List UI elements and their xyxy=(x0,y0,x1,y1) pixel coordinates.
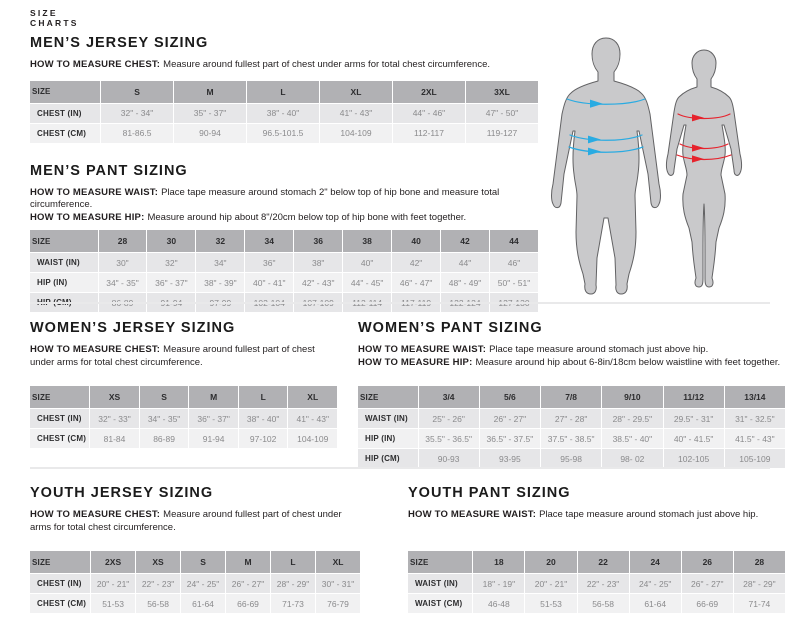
row-label-cell: CHEST (IN) xyxy=(30,103,100,123)
how-to-body: Measure around fullest part of chest under arms for total chest circumference. xyxy=(30,509,342,533)
size-value-cell: 36" xyxy=(244,252,293,272)
size-value-cell: 36.5" - 37.5" xyxy=(479,428,540,448)
size-value-cell: 44" - 45" xyxy=(342,272,391,292)
youth-pant-howto xyxy=(408,509,785,522)
how-to-label: HOW TO MEASURE WAIST: xyxy=(408,509,537,520)
how-to-label: HOW TO MEASURE HIP: xyxy=(358,356,473,368)
size-value-cell: 29.5" - 31" xyxy=(663,408,724,428)
size-value-cell: 40" - 41" xyxy=(244,272,293,292)
size-value-cell: 38" xyxy=(293,252,342,272)
womens-jersey-title: WOMEN’S JERSEY SIZING xyxy=(30,320,236,336)
size-value-cell: 40" - 41.5" xyxy=(663,428,724,448)
size-value-cell: 41.5" - 43" xyxy=(724,428,785,448)
size-value-cell: 48" - 49" xyxy=(440,272,489,292)
size-value-cell: 22" - 23" xyxy=(577,573,629,593)
womens-jersey-section xyxy=(30,320,337,448)
womens-pant-howto-waist xyxy=(358,344,785,357)
size-value-cell: 28" - 29" xyxy=(733,573,785,593)
size-value-cell: 38.5" - 40" xyxy=(601,428,662,448)
page-title-line1: SIZE xyxy=(30,8,58,18)
size-value-cell: 93-95 xyxy=(479,448,540,468)
size-value-cell: 46" xyxy=(489,252,538,272)
size-value-cell: 61-64 xyxy=(629,593,681,613)
row-label-cell: WAIST (IN) xyxy=(30,252,98,272)
column-header-cell: XL xyxy=(287,386,337,408)
size-value-cell: 66-69 xyxy=(681,593,733,613)
size-value-cell: 32" - 34" xyxy=(100,103,173,123)
how-to-label: HOW TO MEASURE CHEST: xyxy=(30,59,161,70)
size-value-cell: 25" - 26" xyxy=(418,408,479,428)
column-header-cell: 38 xyxy=(342,230,391,252)
column-header-cell: XS xyxy=(135,551,180,573)
column-header-cell: 32 xyxy=(195,230,244,252)
size-value-cell: 51-53 xyxy=(90,593,135,613)
size-value-cell: 119-127 xyxy=(465,123,538,143)
youth-pant-title: YOUTH PANT SIZING xyxy=(408,485,571,501)
column-header-cell: SIZE xyxy=(30,81,100,103)
column-header-cell: 3XL xyxy=(465,81,538,103)
size-value-cell: 112-117 xyxy=(392,123,465,143)
size-value-cell: 76-79 xyxy=(315,593,360,613)
table-row xyxy=(30,573,360,593)
table-row xyxy=(358,428,785,448)
column-header-cell: 20 xyxy=(524,551,576,573)
column-header-cell: 18 xyxy=(472,551,524,573)
size-value-cell: 37.5" - 38.5" xyxy=(540,428,601,448)
row-label-cell: HIP (CM) xyxy=(358,448,418,468)
mens-jersey-howto xyxy=(30,59,538,72)
size-value-cell: 42" - 43" xyxy=(293,272,342,292)
size-value-cell: 38" - 40" xyxy=(238,408,288,428)
column-header-cell: 13/14 xyxy=(724,386,785,408)
how-to-label: HOW TO MEASURE WAIST: xyxy=(358,344,487,355)
column-header-cell: S xyxy=(139,386,189,408)
column-header-cell: 42 xyxy=(440,230,489,252)
size-value-cell: 90-94 xyxy=(173,123,246,143)
column-header-cell: 24 xyxy=(629,551,681,573)
table-row xyxy=(358,408,785,428)
size-value-cell: 36" - 37" xyxy=(146,272,195,292)
size-value-cell: 24" - 25" xyxy=(629,573,681,593)
table-header-row xyxy=(30,81,538,103)
table-row xyxy=(30,593,360,613)
how-to-body: Measure around hip about 8"/20cm below top of hip bone with feet together. xyxy=(147,211,467,223)
table-header-row xyxy=(30,386,337,408)
column-header-cell: L xyxy=(246,81,319,103)
how-to-label: HOW TO MEASURE CHEST: xyxy=(30,509,161,520)
size-value-cell: 28" - 29.5" xyxy=(601,408,662,428)
size-value-cell: 40" xyxy=(342,252,391,272)
section-divider xyxy=(30,302,770,304)
size-value-cell: 97-102 xyxy=(238,428,288,448)
table-header-row xyxy=(358,386,785,408)
table-header-row xyxy=(408,551,785,573)
size-value-cell: 34" - 35" xyxy=(139,408,189,428)
size-value-cell: 46" - 47" xyxy=(391,272,440,292)
column-header-cell: SIZE xyxy=(358,386,418,408)
column-header-cell: 44 xyxy=(489,230,538,252)
male-body-silhouette xyxy=(540,36,672,298)
youth-pant-sizing-table xyxy=(408,551,785,613)
how-to-body: Place tape measure around stomach just above hip. xyxy=(489,344,709,355)
page-title xyxy=(30,8,79,28)
size-value-cell: 26" - 27" xyxy=(681,573,733,593)
column-header-cell: 30 xyxy=(146,230,195,252)
how-to-label: HOW TO MEASURE WAIST: xyxy=(30,186,159,198)
size-value-cell: 102-105 xyxy=(663,448,724,468)
how-to-body: Place tape measure around stomach 2" below top of hip bone and measure total circumference. xyxy=(30,186,500,210)
row-label-cell: WAIST (IN) xyxy=(408,573,472,593)
size-value-cell: 36" - 37" xyxy=(188,408,238,428)
column-header-cell: S xyxy=(100,81,173,103)
column-header-cell: L xyxy=(270,551,315,573)
row-label-cell: CHEST (IN) xyxy=(30,408,89,428)
column-header-cell: 7/8 xyxy=(540,386,601,408)
column-header-cell: XL xyxy=(315,551,360,573)
mens-pant-howto-hip xyxy=(30,212,538,225)
column-header-cell: S xyxy=(180,551,225,573)
column-header-cell: L xyxy=(238,386,288,408)
section-divider xyxy=(30,467,770,469)
column-header-cell: 36 xyxy=(293,230,342,252)
column-header-cell: 11/12 xyxy=(663,386,724,408)
column-header-cell: 28 xyxy=(733,551,785,573)
table-header-row xyxy=(30,551,360,573)
size-value-cell: 46-48 xyxy=(472,593,524,613)
page-title-line2: CHARTS xyxy=(30,18,79,28)
size-value-cell: 18" - 19" xyxy=(472,573,524,593)
table-header-row xyxy=(30,230,538,252)
size-value-cell: 86-89 xyxy=(139,428,189,448)
youth-pant-section xyxy=(408,485,785,613)
size-value-cell: 66-69 xyxy=(225,593,270,613)
womens-jersey-howto xyxy=(30,344,337,369)
column-header-cell: 34 xyxy=(244,230,293,252)
column-header-cell: XS xyxy=(89,386,139,408)
size-value-cell: 26" - 27" xyxy=(479,408,540,428)
column-header-cell: 5/6 xyxy=(479,386,540,408)
how-to-label: HOW TO MEASURE HIP: xyxy=(30,211,145,223)
male-body-outline xyxy=(552,38,661,294)
womens-pant-sizing-table xyxy=(358,386,785,468)
column-header-cell: SIZE xyxy=(30,551,90,573)
size-value-cell: 105-109 xyxy=(724,448,785,468)
size-value-cell: 96.5-101.5 xyxy=(246,123,319,143)
size-value-cell: 71-74 xyxy=(733,593,785,613)
size-value-cell: 30" xyxy=(98,252,147,272)
table-row xyxy=(30,252,538,272)
size-value-cell: 41" - 43" xyxy=(287,408,337,428)
size-value-cell: 50" - 51" xyxy=(489,272,538,292)
size-value-cell: 26" - 27" xyxy=(225,573,270,593)
column-header-cell: XL xyxy=(319,81,392,103)
column-header-cell: 3/4 xyxy=(418,386,479,408)
size-value-cell: 61-64 xyxy=(180,593,225,613)
column-header-cell: SIZE xyxy=(408,551,472,573)
size-value-cell: 47" - 50" xyxy=(465,103,538,123)
row-label-cell: WAIST (IN) xyxy=(358,408,418,428)
female-body-outline xyxy=(667,50,742,287)
size-value-cell: 95-98 xyxy=(540,448,601,468)
youth-jersey-section xyxy=(30,485,360,613)
size-value-cell: 71-73 xyxy=(270,593,315,613)
column-header-cell: 22 xyxy=(577,551,629,573)
column-header-cell: SIZE xyxy=(30,230,98,252)
row-label-cell: CHEST (CM) xyxy=(30,428,89,448)
column-header-cell: 9/10 xyxy=(601,386,662,408)
size-value-cell: 22" - 23" xyxy=(135,573,180,593)
size-value-cell: 104-109 xyxy=(319,123,392,143)
row-label-cell: CHEST (CM) xyxy=(30,123,100,143)
size-value-cell: 44" - 46" xyxy=(392,103,465,123)
how-to-body: Measure around fullest part of chest under arms for total chest circumference. xyxy=(30,344,315,368)
size-value-cell: 20" - 21" xyxy=(524,573,576,593)
table-row xyxy=(358,448,785,468)
column-header-cell: 2XL xyxy=(392,81,465,103)
size-value-cell: 104-109 xyxy=(287,428,337,448)
size-value-cell: 42" xyxy=(391,252,440,272)
row-label-cell: CHEST (CM) xyxy=(30,593,90,613)
size-value-cell: 31" - 32.5" xyxy=(724,408,785,428)
table-row xyxy=(30,272,538,292)
size-value-cell: 38" - 40" xyxy=(246,103,319,123)
row-label-cell: WAIST (CM) xyxy=(408,593,472,613)
mens-sizing-section xyxy=(30,35,538,312)
womens-jersey-sizing-table xyxy=(30,386,337,448)
mens-jersey-title: MEN’S JERSEY SIZING xyxy=(30,35,209,51)
youth-jersey-sizing-table xyxy=(30,551,360,613)
how-to-body: Measure around fullest part of chest under arms for total chest circumference. xyxy=(163,59,491,70)
row-label-cell: HIP (IN) xyxy=(30,272,98,292)
table-row xyxy=(408,593,785,613)
youth-jersey-title: YOUTH JERSEY SIZING xyxy=(30,485,214,501)
how-to-body: Measure around hip about 6-8in/18cm below waistline with feet together. xyxy=(475,356,781,368)
table-row xyxy=(30,408,337,428)
womens-pant-section xyxy=(358,320,785,468)
womens-pant-title: WOMEN’S PANT SIZING xyxy=(358,320,543,336)
youth-jersey-howto xyxy=(30,509,360,534)
size-value-cell: 35" - 37" xyxy=(173,103,246,123)
size-value-cell: 51-53 xyxy=(524,593,576,613)
mens-pant-title: MEN’S PANT SIZING xyxy=(30,162,188,179)
size-value-cell: 27" - 28" xyxy=(540,408,601,428)
size-value-cell: 35.5" - 36.5" xyxy=(418,428,479,448)
table-row xyxy=(30,103,538,123)
size-value-cell: 98- 02 xyxy=(601,448,662,468)
size-value-cell: 30" - 31" xyxy=(315,573,360,593)
row-label-cell: HIP (IN) xyxy=(358,428,418,448)
size-value-cell: 32" xyxy=(146,252,195,272)
column-header-cell: 26 xyxy=(681,551,733,573)
size-value-cell: 56-58 xyxy=(577,593,629,613)
size-value-cell: 56-58 xyxy=(135,593,180,613)
row-label-cell: CHEST (IN) xyxy=(30,573,90,593)
size-value-cell: 32" - 33" xyxy=(89,408,139,428)
mens-jersey-sizing-table xyxy=(30,81,538,143)
size-value-cell: 81-84 xyxy=(89,428,139,448)
mens-pant-sizing-table xyxy=(30,230,538,312)
female-body-silhouette xyxy=(662,48,746,288)
size-value-cell: 90-93 xyxy=(418,448,479,468)
size-value-cell: 34" xyxy=(195,252,244,272)
size-value-cell: 44" xyxy=(440,252,489,272)
size-value-cell: 24" - 25" xyxy=(180,573,225,593)
size-value-cell: 38" - 39" xyxy=(195,272,244,292)
size-value-cell: 91-94 xyxy=(188,428,238,448)
column-header-cell: 2XS xyxy=(90,551,135,573)
mens-pant-howto-waist xyxy=(30,187,538,212)
size-value-cell: 81-86.5 xyxy=(100,123,173,143)
table-row xyxy=(30,428,337,448)
size-value-cell: 41" - 43" xyxy=(319,103,392,123)
column-header-cell: M xyxy=(225,551,270,573)
womens-pant-howto-hip xyxy=(358,357,785,370)
size-value-cell: 34" - 35" xyxy=(98,272,147,292)
column-header-cell: 28 xyxy=(98,230,147,252)
how-to-body: Place tape measure around stomach just above hip. xyxy=(539,509,759,520)
table-row xyxy=(30,123,538,143)
column-header-cell: SIZE xyxy=(30,386,89,408)
how-to-label: HOW TO MEASURE CHEST: xyxy=(30,344,161,355)
size-value-cell: 28" - 29" xyxy=(270,573,315,593)
table-row xyxy=(408,573,785,593)
size-value-cell: 20" - 21" xyxy=(90,573,135,593)
column-header-cell: 40 xyxy=(391,230,440,252)
column-header-cell: M xyxy=(173,81,246,103)
column-header-cell: M xyxy=(188,386,238,408)
